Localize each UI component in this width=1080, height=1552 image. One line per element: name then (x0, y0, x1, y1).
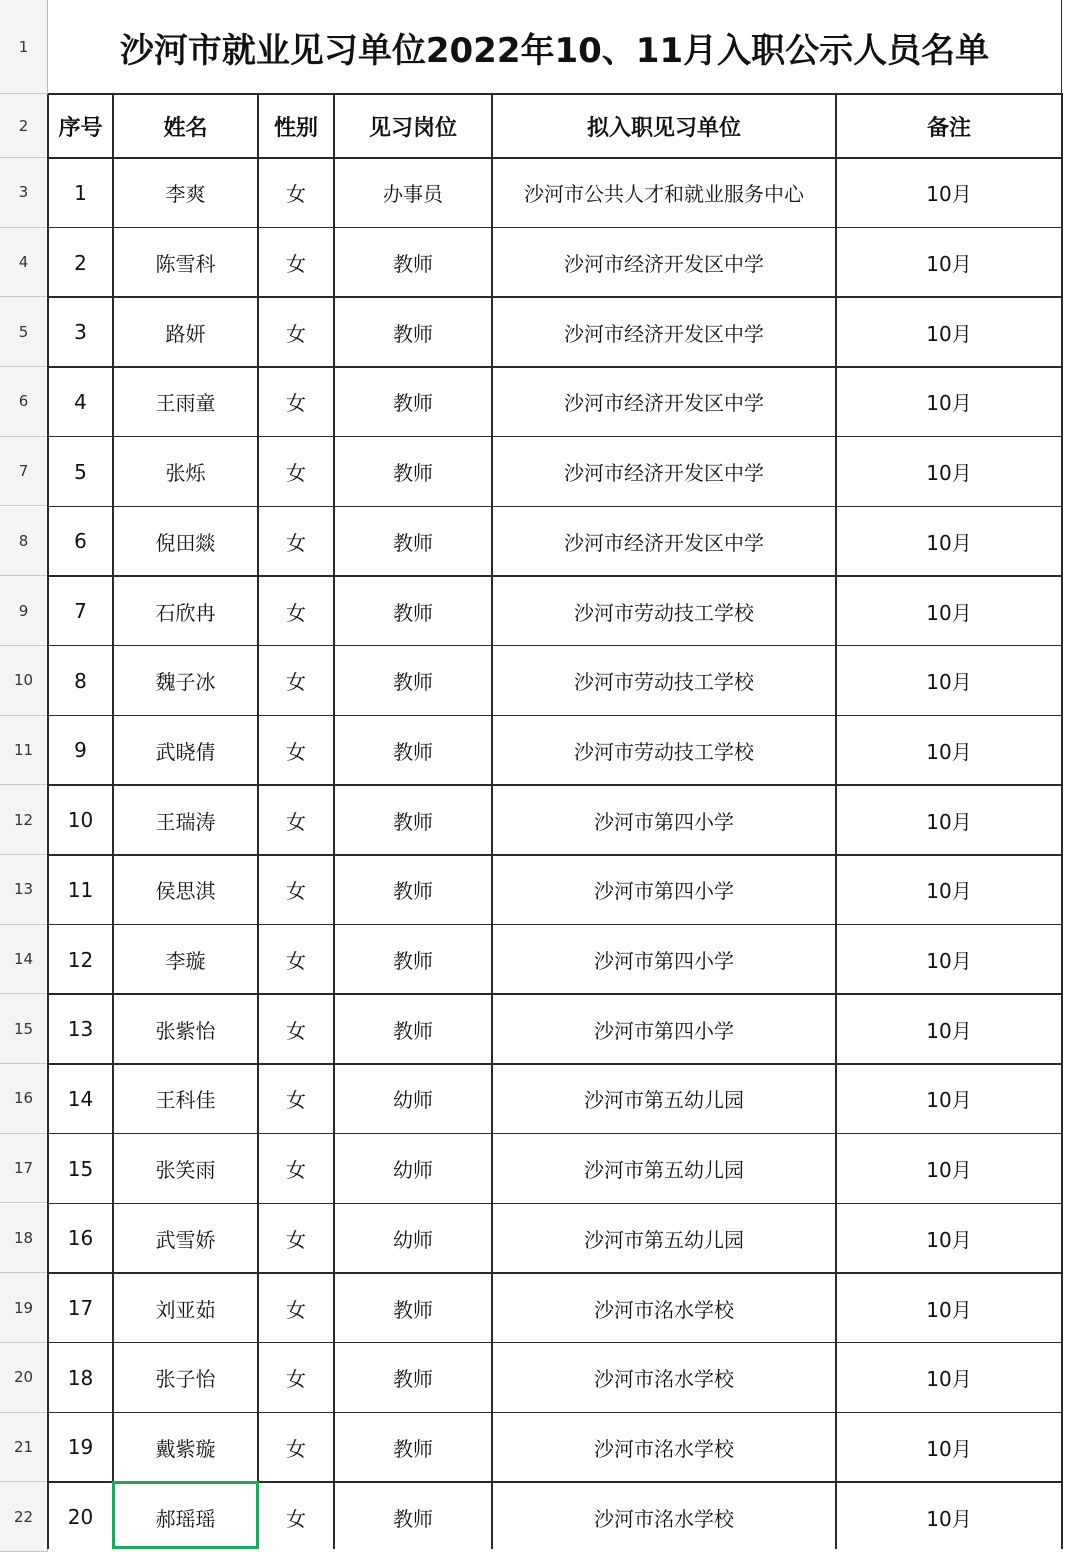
column-header-unit[interactable]: 拟入职见习单位 (586, 115, 741, 141)
cell-seq[interactable]: 14 (67, 1086, 94, 1111)
cell-post[interactable]: 教师 (393, 739, 433, 764)
cell-remark[interactable]: 10月 (926, 600, 972, 625)
cell-seq[interactable]: 20 (67, 1505, 94, 1530)
cell-remark[interactable]: 10月 (926, 1158, 972, 1183)
row-number[interactable]: 4 (0, 228, 48, 298)
cell-remark[interactable]: 10月 (926, 530, 972, 555)
column-header-post[interactable]: 见习岗位 (368, 115, 457, 141)
cell-seq[interactable]: 8 (74, 668, 87, 693)
cell-unit[interactable]: 沙河市第五幼儿园 (584, 1227, 744, 1252)
grid-line (835, 94, 837, 1549)
cell-unit[interactable]: 沙河市第四小学 (594, 1018, 734, 1043)
cell-gender[interactable]: 女 (286, 1018, 306, 1043)
grid-line (257, 94, 259, 1549)
cell-seq[interactable]: 18 (67, 1365, 94, 1390)
cell-unit[interactable]: 沙河市经济开发区中学 (564, 530, 764, 555)
cell-unit[interactable]: 沙河市洺水学校 (594, 1506, 734, 1531)
cell-unit[interactable]: 沙河市洺水学校 (594, 1367, 734, 1392)
cell-remark[interactable]: 10月 (926, 321, 972, 346)
grid-line (48, 1133, 1063, 1135)
cell-gender[interactable]: 女 (286, 809, 306, 834)
cell-name[interactable]: 王瑞涛 (155, 809, 216, 834)
column-header-gender[interactable]: 性别 (273, 115, 318, 141)
cell-name[interactable]: 李璇 (165, 949, 206, 974)
cell-post[interactable]: 教师 (393, 809, 433, 834)
grid-line (48, 506, 1063, 508)
row-number[interactable]: 3 (0, 158, 48, 228)
row-number[interactable]: 7 (0, 437, 48, 507)
cell-remark[interactable]: 10月 (926, 1506, 972, 1531)
cell-seq[interactable]: 12 (67, 947, 94, 972)
grid-line (48, 436, 1063, 438)
row-number[interactable]: 19 (0, 1273, 48, 1343)
cell-name[interactable]: 武雪娇 (155, 1227, 216, 1252)
grid-line (48, 575, 1063, 577)
cell-post[interactable]: 教师 (393, 391, 433, 416)
row-number[interactable]: 13 (0, 855, 48, 925)
grid-line (48, 1412, 1063, 1414)
grid-line (491, 94, 493, 1549)
cell-seq[interactable]: 9 (74, 738, 87, 763)
cell-gender[interactable]: 女 (286, 461, 306, 486)
cell-unit[interactable]: 沙河市劳动技工学校 (574, 670, 754, 695)
column-header-seq[interactable]: 序号 (58, 115, 103, 141)
cell-seq[interactable]: 10 (67, 808, 94, 833)
row-number[interactable]: 1 (0, 0, 48, 94)
cell-unit[interactable]: 沙河市洺水学校 (594, 1297, 734, 1322)
cell-gender[interactable]: 女 (286, 1506, 306, 1531)
cell-name[interactable]: 戴紫璇 (155, 1436, 216, 1461)
cell-unit[interactable]: 沙河市第五幼儿园 (584, 1088, 744, 1113)
cell-remark[interactable]: 10月 (926, 391, 972, 416)
cell-name[interactable]: 魏子冰 (155, 670, 216, 695)
row-number[interactable]: 10 (0, 646, 48, 716)
grid-line (112, 94, 114, 1549)
cell-unit[interactable]: 沙河市经济开发区中学 (564, 321, 764, 346)
cell-seq[interactable]: 4 (74, 389, 87, 414)
cell-unit[interactable]: 沙河市经济开发区中学 (564, 391, 764, 416)
cell-name[interactable]: 倪田燚 (155, 530, 216, 555)
cell-remark[interactable]: 10月 (926, 1436, 972, 1461)
cell-name[interactable]: 王雨童 (155, 391, 216, 416)
cell-gender[interactable]: 女 (286, 1158, 306, 1183)
row-number[interactable]: 16 (0, 1064, 48, 1134)
row-number[interactable]: 21 (0, 1413, 48, 1483)
cell-post[interactable]: 教师 (393, 879, 433, 904)
cell-remark[interactable]: 10月 (926, 670, 972, 695)
cell-unit[interactable]: 沙河市公共人才和就业服务中心 (524, 182, 804, 207)
cell-post[interactable]: 教师 (393, 1506, 433, 1531)
row-number[interactable]: 22 (0, 1482, 48, 1552)
grid-line (48, 715, 1063, 717)
cell-seq[interactable]: 5 (74, 459, 87, 484)
row-number[interactable]: 17 (0, 1134, 48, 1204)
column-header-name[interactable]: 姓名 (163, 115, 208, 141)
cell-remark[interactable]: 10月 (926, 1297, 972, 1322)
grid-line (48, 1063, 1063, 1065)
cell-name[interactable]: 张子怡 (155, 1367, 216, 1392)
cell-post[interactable]: 教师 (393, 600, 433, 625)
grid-line (48, 1342, 1063, 1344)
cell-seq[interactable]: 3 (74, 320, 87, 345)
cell-post[interactable]: 办事员 (383, 182, 443, 207)
cell-name[interactable]: 李爽 (165, 182, 206, 207)
cell-gender[interactable]: 女 (286, 1367, 306, 1392)
cell-gender[interactable]: 女 (286, 670, 306, 695)
column-header-remark[interactable]: 备注 (926, 115, 971, 141)
cell-gender[interactable]: 女 (286, 252, 306, 277)
row-number[interactable]: 12 (0, 785, 48, 855)
cell-seq[interactable]: 6 (74, 529, 87, 554)
cell-seq[interactable]: 19 (67, 1435, 94, 1460)
grid-line (48, 93, 1063, 95)
cell-seq[interactable]: 1 (74, 180, 87, 205)
cell-post[interactable]: 教师 (393, 252, 433, 277)
cell-name[interactable]: 陈雪科 (155, 252, 216, 277)
cell-name[interactable]: 刘亚茹 (155, 1297, 216, 1322)
grid-line (48, 1203, 1063, 1205)
cell-post[interactable]: 教师 (393, 1018, 433, 1043)
grid-line (48, 645, 1063, 647)
cell-post[interactable]: 教师 (393, 461, 433, 486)
grid-line (48, 296, 1063, 298)
grid-line (48, 993, 1063, 995)
grid-line (48, 924, 1063, 926)
cell-remark[interactable]: 10月 (926, 809, 972, 834)
cell-gender[interactable]: 女 (286, 1297, 306, 1322)
cell-seq[interactable]: 11 (67, 877, 94, 902)
cell-post[interactable]: 教师 (393, 1297, 433, 1322)
cell-unit[interactable]: 沙河市经济开发区中学 (564, 252, 764, 277)
cell-gender[interactable]: 女 (286, 391, 306, 416)
cell-post[interactable]: 教师 (393, 321, 433, 346)
cell-name[interactable]: 张笑雨 (155, 1158, 216, 1183)
cell-gender[interactable]: 女 (286, 949, 306, 974)
cell-post[interactable]: 教师 (393, 1367, 433, 1392)
cell-gender[interactable]: 女 (286, 739, 306, 764)
sheet-title[interactable]: 沙河市就业见习单位2022年10、11月入职公示人员名单 (48, 0, 1062, 94)
cell-seq[interactable]: 17 (67, 1296, 94, 1321)
row-number[interactable]: 15 (0, 994, 48, 1064)
row-number[interactable]: 11 (0, 716, 48, 786)
cell-remark[interactable]: 10月 (926, 1227, 972, 1252)
row-number[interactable]: 6 (0, 367, 48, 437)
cell-post[interactable]: 幼师 (393, 1227, 433, 1252)
cell-gender[interactable]: 女 (286, 600, 306, 625)
cell-post[interactable]: 教师 (393, 1436, 433, 1461)
grid-line (1061, 94, 1063, 1549)
grid-line (48, 227, 1063, 229)
row-number[interactable]: 14 (0, 925, 48, 995)
cell-seq[interactable]: 2 (74, 250, 87, 275)
row-number[interactable]: 5 (0, 297, 48, 367)
cell-name[interactable]: 路妍 (165, 321, 206, 346)
grid-line (48, 1272, 1063, 1274)
cell-post[interactable]: 幼师 (393, 1088, 433, 1113)
cell-seq[interactable]: 15 (67, 1156, 94, 1181)
cell-remark[interactable]: 10月 (926, 252, 972, 277)
selected-cell-outline (112, 1481, 259, 1549)
cell-name[interactable]: 张烁 (165, 461, 206, 486)
cell-seq[interactable]: 16 (67, 1226, 94, 1251)
cell-gender[interactable]: 女 (286, 321, 306, 346)
cell-post[interactable]: 教师 (393, 530, 433, 555)
cell-remark[interactable]: 10月 (926, 949, 972, 974)
cell-unit[interactable]: 沙河市第四小学 (594, 879, 734, 904)
cell-post[interactable]: 幼师 (393, 1158, 433, 1183)
grid-line (48, 366, 1063, 368)
cell-unit[interactable]: 沙河市经济开发区中学 (564, 461, 764, 486)
cell-unit[interactable]: 沙河市第四小学 (594, 949, 734, 974)
cell-post[interactable]: 教师 (393, 949, 433, 974)
cell-remark[interactable]: 10月 (926, 461, 972, 486)
grid-line (333, 94, 335, 1549)
row-number[interactable]: 8 (0, 507, 48, 577)
cell-name[interactable]: 武晓倩 (155, 739, 216, 764)
cell-name[interactable]: 张紫怡 (155, 1018, 216, 1043)
cell-unit[interactable]: 沙河市劳动技工学校 (574, 739, 754, 764)
row-number[interactable]: 2 (0, 94, 48, 158)
cell-unit[interactable]: 沙河市劳动技工学校 (574, 600, 754, 625)
grid-line (47, 94, 49, 1549)
cell-remark[interactable]: 10月 (926, 739, 972, 764)
grid-line (48, 854, 1063, 856)
cell-unit[interactable]: 沙河市第四小学 (594, 809, 734, 834)
cell-gender[interactable]: 女 (286, 1436, 306, 1461)
cell-remark[interactable]: 10月 (926, 1367, 972, 1392)
row-number[interactable]: 20 (0, 1343, 48, 1413)
cell-remark[interactable]: 10月 (926, 1088, 972, 1113)
cell-gender[interactable]: 女 (286, 1227, 306, 1252)
row-number[interactable]: 9 (0, 576, 48, 646)
cell-name[interactable]: 侯思淇 (155, 879, 216, 904)
cell-unit[interactable]: 沙河市洺水学校 (594, 1436, 734, 1461)
cell-name[interactable]: 石欣冉 (155, 600, 216, 625)
cell-gender[interactable]: 女 (286, 1088, 306, 1113)
cell-name[interactable]: 郝瑶瑶 (155, 1506, 216, 1531)
cell-post[interactable]: 教师 (393, 670, 433, 695)
cell-gender[interactable]: 女 (286, 182, 306, 207)
grid-line (48, 784, 1063, 786)
cell-seq[interactable]: 13 (67, 1017, 94, 1042)
cell-remark[interactable]: 10月 (926, 1018, 972, 1043)
cell-seq[interactable]: 7 (74, 599, 87, 624)
cell-name[interactable]: 王科佳 (155, 1088, 216, 1113)
cell-remark[interactable]: 10月 (926, 879, 972, 904)
row-number[interactable]: 18 (0, 1204, 48, 1274)
cell-remark[interactable]: 10月 (926, 182, 972, 207)
grid-line (48, 157, 1063, 159)
cell-gender[interactable]: 女 (286, 530, 306, 555)
cell-unit[interactable]: 沙河市第五幼儿园 (584, 1158, 744, 1183)
cell-gender[interactable]: 女 (286, 879, 306, 904)
